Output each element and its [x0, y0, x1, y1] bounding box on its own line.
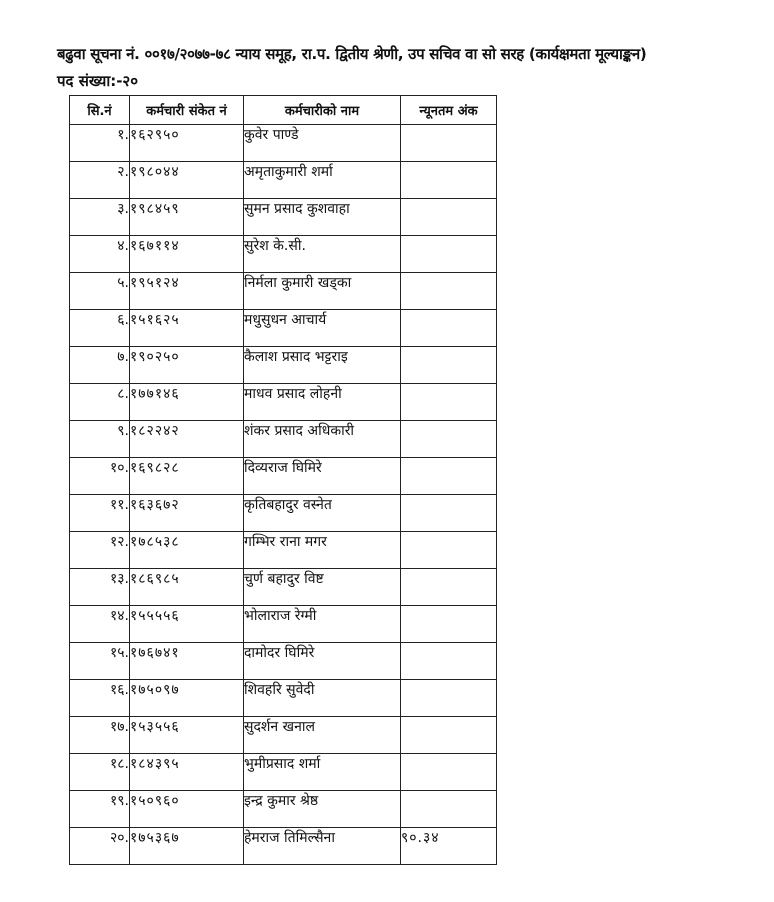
minimum-marks-cell [401, 495, 497, 532]
header-employee-code: कर्मचारी संकेत नं [130, 96, 244, 125]
table-row [70, 606, 497, 643]
serial-number-cell: ८. [70, 384, 130, 421]
serial-number-cell: १८. [70, 754, 130, 791]
employee-name-cell: कृतिबहादुर वस्नेत [244, 495, 401, 532]
employee-code-cell: १७५३६७ [130, 828, 244, 865]
employee-name-cell: सुमन प्रसाद कुशवाहा [244, 199, 401, 236]
serial-number-cell: ७. [70, 347, 130, 384]
minimum-marks-cell [401, 347, 497, 384]
table-row [70, 236, 497, 273]
table-row [70, 717, 497, 754]
serial-number-cell: ९. [70, 421, 130, 458]
employee-name-cell: गम्भिर राना मगर [244, 532, 401, 569]
employee-code-cell: १६७११४ [130, 236, 244, 273]
employee-code-cell: १५३५५६ [130, 717, 244, 754]
employee-code-cell: १६२९५० [130, 125, 244, 162]
serial-number-cell: १०. [70, 458, 130, 495]
table-header-row [70, 96, 497, 125]
employee-name-cell: शंकर प्रसाद अधिकारी [244, 421, 401, 458]
minimum-marks-cell [401, 791, 497, 828]
employee-name-cell: कुवेर पाण्डे [244, 125, 401, 162]
serial-number-cell: १९. [70, 791, 130, 828]
employee-name-cell: अमृताकुमारी शर्मा [244, 162, 401, 199]
table-body [70, 125, 497, 865]
minimum-marks-cell [401, 421, 497, 458]
table-row [70, 458, 497, 495]
minimum-marks-cell [401, 125, 497, 162]
table-row [70, 791, 497, 828]
employee-name-cell: कैलाश प्रसाद भट्टराइ [244, 347, 401, 384]
employee-code-cell: १६३६७२ [130, 495, 244, 532]
employee-name-cell: शिवहरि सुवेदी [244, 680, 401, 717]
serial-number-cell: ५. [70, 273, 130, 310]
table-row [70, 125, 497, 162]
employee-name-cell: भोलाराज रेग्मी [244, 606, 401, 643]
employee-name-cell: चुर्ण बहादुर विष्ट [244, 569, 401, 606]
employee-code-cell: १९८०४४ [130, 162, 244, 199]
employee-code-cell: १५५५५६ [130, 606, 244, 643]
serial-number-cell: १. [70, 125, 130, 162]
table-row [70, 384, 497, 421]
minimum-marks-cell [401, 236, 497, 273]
table-row [70, 532, 497, 569]
employee-code-cell: १८४३९५ [130, 754, 244, 791]
serial-number-cell: १४. [70, 606, 130, 643]
table-row [70, 310, 497, 347]
employee-code-cell: १८२२४२ [130, 421, 244, 458]
table-row [70, 495, 497, 532]
minimum-marks-cell [401, 532, 497, 569]
table-row [70, 680, 497, 717]
table-row [70, 569, 497, 606]
employee-name-cell: मधुसुधन आचार्य [244, 310, 401, 347]
minimum-marks-cell [401, 717, 497, 754]
serial-number-cell: ४. [70, 236, 130, 273]
table-row [70, 421, 497, 458]
minimum-marks-cell [401, 273, 497, 310]
serial-number-cell: २०. [70, 828, 130, 865]
post-count: पद संख्या:-२० [57, 72, 139, 90]
employee-code-cell: १७८५३८ [130, 532, 244, 569]
promotion-table [69, 95, 497, 865]
employee-code-cell: १९५१२४ [130, 273, 244, 310]
table-row [70, 754, 497, 791]
employee-name-cell: सुदर्शन खनाल [244, 717, 401, 754]
minimum-marks-cell [401, 606, 497, 643]
employee-name-cell: हेमराज तिमिल्सैना [244, 828, 401, 865]
minimum-marks-cell: ९०.३४ [401, 828, 497, 865]
employee-code-cell: १५१६२५ [130, 310, 244, 347]
serial-number-cell: २. [70, 162, 130, 199]
employee-code-cell: १६९८२८ [130, 458, 244, 495]
header-minimum-marks: न्यूनतम अंक [401, 96, 497, 125]
header-employee-name: कर्मचारीको नाम [244, 96, 401, 125]
employee-code-cell: १७५०९७ [130, 680, 244, 717]
employee-code-cell: १९०२५० [130, 347, 244, 384]
table-row [70, 273, 497, 310]
minimum-marks-cell [401, 643, 497, 680]
serial-number-cell: ६. [70, 310, 130, 347]
minimum-marks-cell [401, 199, 497, 236]
minimum-marks-cell [401, 754, 497, 791]
table-row [70, 347, 497, 384]
table-row [70, 828, 497, 865]
minimum-marks-cell [401, 310, 497, 347]
serial-number-cell: १३. [70, 569, 130, 606]
minimum-marks-cell [401, 162, 497, 199]
employee-name-cell: निर्मला कुमारी खड्का [244, 273, 401, 310]
serial-number-cell: १२. [70, 532, 130, 569]
employee-code-cell: १७६७४१ [130, 643, 244, 680]
employee-code-cell: १५०९६० [130, 791, 244, 828]
table-row [70, 162, 497, 199]
serial-number-cell: ३. [70, 199, 130, 236]
minimum-marks-cell [401, 384, 497, 421]
serial-number-cell: १७. [70, 717, 130, 754]
serial-number-cell: १६. [70, 680, 130, 717]
table-row [70, 643, 497, 680]
serial-number-cell: १५. [70, 643, 130, 680]
minimum-marks-cell [401, 680, 497, 717]
header-serial-number: सि.नं [70, 96, 130, 125]
employee-name-cell: दामोदर घिमिरे [244, 643, 401, 680]
minimum-marks-cell [401, 569, 497, 606]
employee-name-cell: माधव प्रसाद लोहनी [244, 384, 401, 421]
employee-code-cell: १७७१४६ [130, 384, 244, 421]
notice-title: बढुवा सूचना नं. ००१७/२०७७-७८ न्याय समूह, रा.प. द्वितीय श्रेणी, उप सचिव वा सो सरह (कार्यक्षमता मूल्याङ्कन) [57, 45, 647, 63]
employee-name-cell: इन्द्र कुमार श्रेष्ठ [244, 791, 401, 828]
table-row [70, 199, 497, 236]
serial-number-cell: ११. [70, 495, 130, 532]
employee-code-cell: १८६९८५ [130, 569, 244, 606]
minimum-marks-cell [401, 458, 497, 495]
employee-name-cell: भुमीप्रसाद शर्मा [244, 754, 401, 791]
employee-name-cell: सुरेश के.सी. [244, 236, 401, 273]
employee-code-cell: १९८४५९ [130, 199, 244, 236]
employee-name-cell: दिव्यराज घिमिरे [244, 458, 401, 495]
